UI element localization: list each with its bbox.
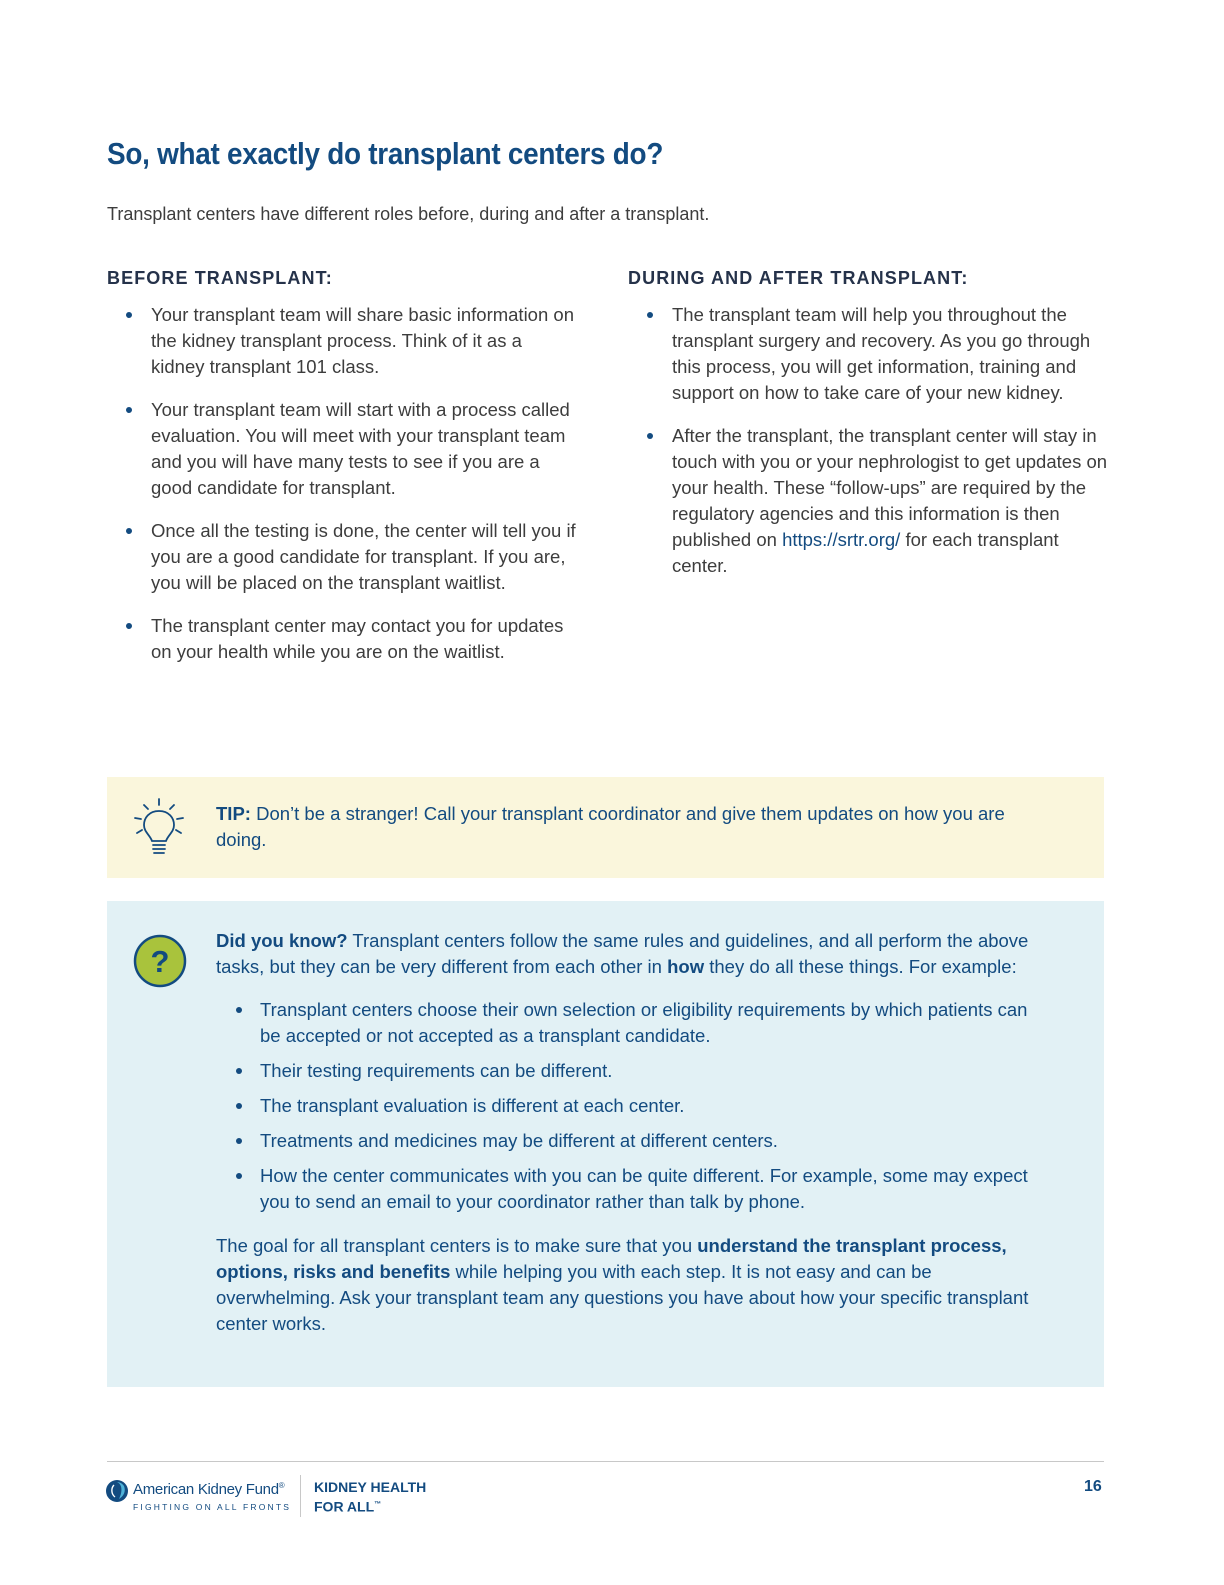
before-transplant-list	[107, 302, 577, 665]
did-you-know-label: Did you know?	[216, 930, 348, 951]
list-item: The transplant team will help you throughout the transplant surgery and recovery. As you go through this process, you will get information, training and support on how to take care of your new kidney.	[628, 302, 1108, 406]
srtr-link[interactable]: https://srtr.org/	[782, 529, 901, 550]
bullet-icon	[236, 1173, 242, 1179]
bullet-icon	[236, 1138, 242, 1144]
before-transplant-section	[107, 268, 577, 682]
bullet-icon	[126, 528, 132, 534]
did-you-know-intro: Did you know? Transplant centers follow the same rules and guidelines, and all perform the above tasks, but they can be very different from each other in how they do all these things. For example:	[216, 930, 1029, 977]
lightbulb-icon	[130, 796, 188, 860]
campaign-logo: KIDNEY HEALTH FOR ALL™	[314, 1479, 427, 1515]
did-you-know-list	[216, 997, 1036, 1215]
bullet-icon	[126, 312, 132, 318]
question-mark-icon	[133, 934, 187, 988]
bullet-icon	[647, 312, 653, 318]
kidney-logo-icon	[105, 1479, 129, 1503]
footer-divider-line	[107, 1461, 1104, 1462]
footer-vertical-divider	[300, 1475, 301, 1517]
intro-text: Transplant centers have different roles before, during and after a transplant.	[107, 204, 710, 224]
did-you-know-closing: The goal for all transplant centers is to make sure that you understand the transplant process, options, risks and benefits while helping you with each step. It is not easy and can be overwhelming. Ask your transplant team any questions you have about how your specific transplant center works.	[216, 1235, 1029, 1334]
during-after-transplant-list	[628, 302, 1108, 579]
page-title: So, what exactly do transplant centers do?	[107, 136, 664, 171]
list-item: How the center communicates with you can be quite different. For example, some may expect you to send an email to your coordinator rather than talk by phone.	[216, 1163, 1036, 1215]
list-item: Transplant centers choose their own selection or eligibility requirements by which patients can be accepted or not accepted as a transplant candidate.	[216, 997, 1036, 1049]
list-item: Treatments and medicines may be different at different centers.	[216, 1128, 1036, 1154]
list-item: After the transplant, the transplant center will stay in touch with you or your nephrologist to get updates on your health. These “follow-ups” are required by the regulatory agencies and this information is then published on https://srtr.org/ for each transplant center.	[628, 423, 1108, 579]
list-item: The transplant evaluation is different at each center.	[216, 1093, 1036, 1119]
bullet-icon	[236, 1007, 242, 1013]
list-item: Your transplant team will share basic information on the kidney transplant process. Think of it as a kidney transplant 101 class.	[107, 302, 577, 380]
before-transplant-heading: BEFORE TRANSPLANT:	[107, 268, 333, 288]
did-you-know-content	[216, 928, 1036, 1337]
list-item: Their testing requirements can be different.	[216, 1058, 1036, 1084]
list-item: The transplant center may contact you for updates on your health while you are on the waitlist.	[107, 613, 577, 665]
svg-text:?: ?	[150, 944, 170, 979]
tip-text: TIP: Don’t be a stranger! Call your transplant coordinator and give them updates on how you are doing.	[216, 803, 1005, 850]
during-after-transplant-heading: DURING AND AFTER TRANSPLANT:	[628, 268, 969, 288]
list-item: Once all the testing is done, the center will tell you if you are a good candidate for transplant. If you are, you will be placed on the transplant waitlist.	[107, 518, 577, 596]
org-name: American Kidney Fund®	[133, 1481, 285, 1498]
during-after-transplant-section	[628, 268, 1108, 596]
bullet-icon	[647, 433, 653, 439]
bullet-icon	[126, 407, 132, 413]
bullet-icon	[236, 1103, 242, 1109]
org-tagline: FIGHTING ON ALL FRONTS	[133, 1502, 292, 1512]
bullet-icon	[126, 623, 132, 629]
page-number: 16	[1084, 1478, 1102, 1495]
bullet-icon	[236, 1068, 242, 1074]
list-item: Your transplant team will start with a process called evaluation. You will meet with your transplant team and you will have many tests to see if you are a good candidate for transplant.	[107, 397, 577, 501]
tip-label: TIP:	[216, 803, 251, 824]
